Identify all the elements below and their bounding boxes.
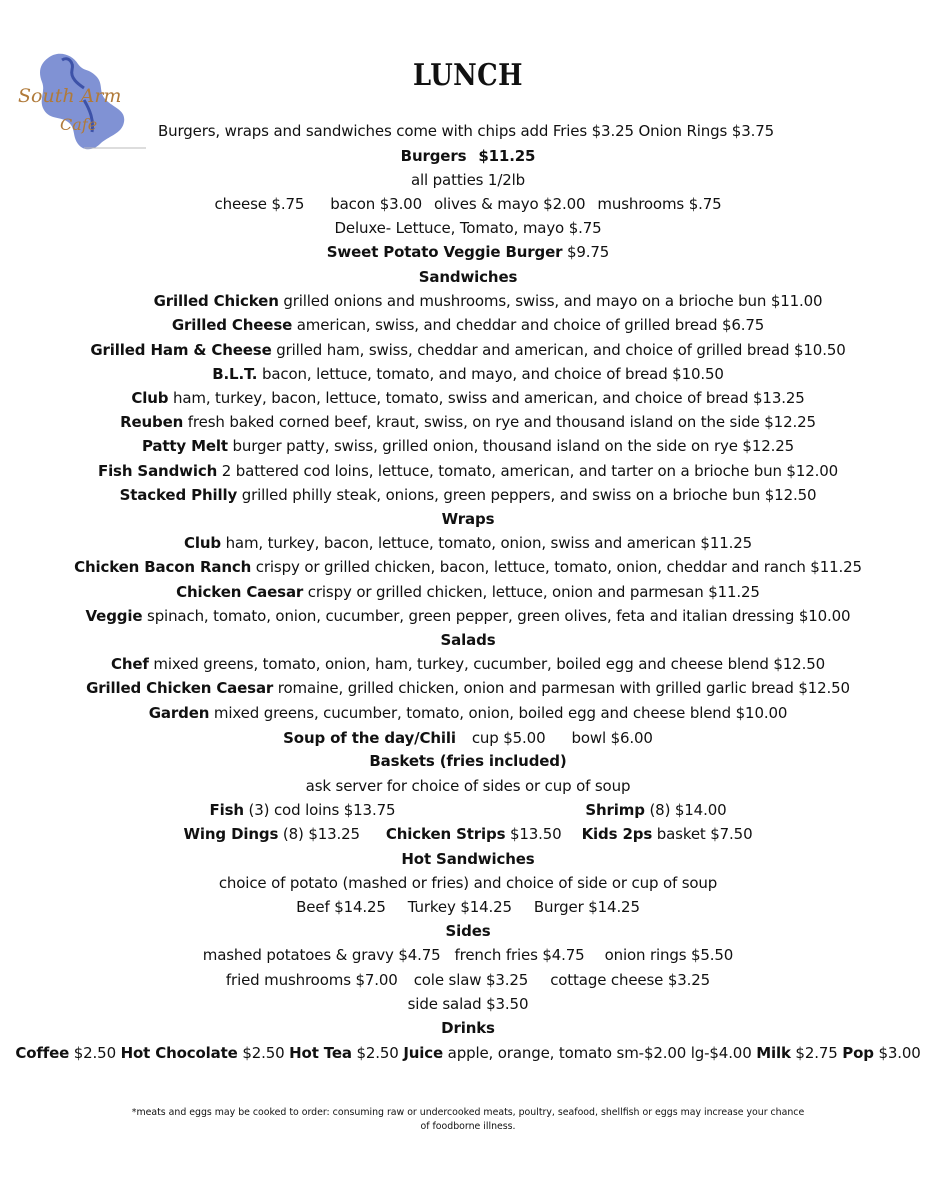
menu-item: Grilled Ham & Cheese grilled ham, swiss, cheddar and american, and choice of grilled bread $10.50 (90, 341, 846, 359)
menu-item: Chicken Bacon Ranch crispy or grilled chicken, bacon, lettuce, tomato, onion, cheddar and ranch $11.25 (74, 558, 862, 576)
burger-addons: cheese $.75 bacon $3.00 olives & mayo $2.00 mushrooms $.75 (214, 195, 722, 213)
drinks-heading: Drinks (441, 1019, 495, 1037)
sides-row-2: fried mushrooms $7.00 cole slaw $3.25 cottage cheese $3.25 (225, 971, 711, 989)
menu-item: Reuben fresh baked corned beef, kraut, swiss, on rye and thousand island on the side $12.25 (120, 413, 816, 431)
burger-deluxe: Deluxe- Lettuce, Tomato, mayo $.75 (334, 219, 602, 237)
menu-item: Chicken Caesar crispy or grilled chicken, lettuce, onion and parmesan $11.25 (176, 583, 760, 601)
svg-text:Cafe: Cafe (60, 115, 98, 134)
hot-sandwiches-note: choice of potato (mashed or fries) and choice of side or cup of soup (218, 874, 718, 892)
menu-item: Grilled Chicken Caesar romaine, grilled chicken, onion and parmesan with grilled garlic bread $12.50 (86, 679, 850, 697)
wraps-heading: Wraps (441, 510, 495, 528)
baskets-row-1: Fish (3) cod loins $13.75 Shrimp (8) $14.00 (209, 801, 727, 819)
disclaimer-line-2: of foodborne illness. (420, 1121, 516, 1132)
baskets-row-2: Wing Dings (8) $13.25 Chicken Strips $13.50 Kids 2ps basket $7.50 (183, 825, 753, 843)
sides-heading: Sides (445, 922, 491, 940)
sides-row-3: side salad $3.50 (407, 995, 529, 1013)
veggie-burger: Sweet Potato Veggie Burger $9.75 (326, 243, 610, 261)
hot-sandwiches-items: Beef $14.25 Turkey $14.25 Burger $14.25 (296, 898, 640, 916)
burgers-note: all patties 1/2lb (410, 171, 526, 189)
menu-item: Club ham, turkey, bacon, lettuce, tomato, swiss and american, and choice of bread $13.25 (131, 389, 805, 407)
menu-item: B.L.T. bacon, lettuce, tomato, and mayo, and choice of bread $10.50 (212, 365, 724, 383)
menu-item: Veggie spinach, tomato, onion, cucumber, green pepper, green olives, feta and italian dressing $10.00 (85, 607, 851, 625)
sides-row-1: mashed potatoes & gravy $4.75 french fries $4.75 onion rings $5.50 (202, 946, 734, 964)
sandwiches-heading: Sandwiches (418, 268, 518, 286)
intro-text: Burgers, wraps and sandwiches come with chips add Fries $3.25 Onion Rings $3.75 (158, 122, 774, 140)
disclaimer-line-1: *meats and eggs may be cooked to order: consuming raw or undercooked meats, poultry, seafood, shellfish or eggs may increase your chance (131, 1107, 805, 1118)
baskets-heading: Baskets (fries included) (369, 752, 567, 770)
menu-item: Grilled Chicken grilled onions and mushrooms, swiss, and mayo on a brioche bun $11.00 (153, 292, 823, 310)
menu-item: Grilled Cheese american, swiss, and cheddar and choice of grilled bread $6.75 (171, 316, 765, 334)
menu-title: LUNCH (413, 58, 523, 93)
menu-item: Fish Sandwich 2 battered cod loins, lettuce, tomato, american, and tarter on a brioche bun $12.00 (97, 462, 839, 480)
burgers-heading: Burgers $11.25 (400, 147, 536, 165)
menu-item: Chef mixed greens, tomato, onion, ham, turkey, cucumber, boiled egg and cheese blend $12.50 (110, 655, 825, 673)
svg-text:South Arm: South Arm (18, 85, 122, 107)
menu-item: Garden mixed greens, cucumber, tomato, onion, boiled egg and cheese blend $10.00 (148, 704, 788, 722)
menu-item: Patty Melt burger patty, swiss, grilled onion, thousand island on the side on rye $12.25 (141, 437, 795, 455)
menu-item: Stacked Philly grilled philly steak, onions, green peppers, and swiss on a brioche bun $12.50 (119, 486, 817, 504)
hot-sandwiches-heading: Hot Sandwiches (401, 850, 535, 868)
drinks-line: Coffee $2.50 Hot Chocolate $2.50 Hot Tea $2.50 Juice apple, orange, tomato sm-$2.00 lg-$4.00 Milk $2.75 Pop $3.00 (15, 1044, 921, 1062)
baskets-note: ask server for choice of sides or cup of soup (305, 777, 631, 795)
soup-line: Soup of the day/Chili cup $5.00 bowl $6.00 (283, 729, 653, 747)
menu-item: Club ham, turkey, bacon, lettuce, tomato, onion, swiss and american $11.25 (183, 534, 753, 552)
salads-heading: Salads (440, 631, 496, 649)
